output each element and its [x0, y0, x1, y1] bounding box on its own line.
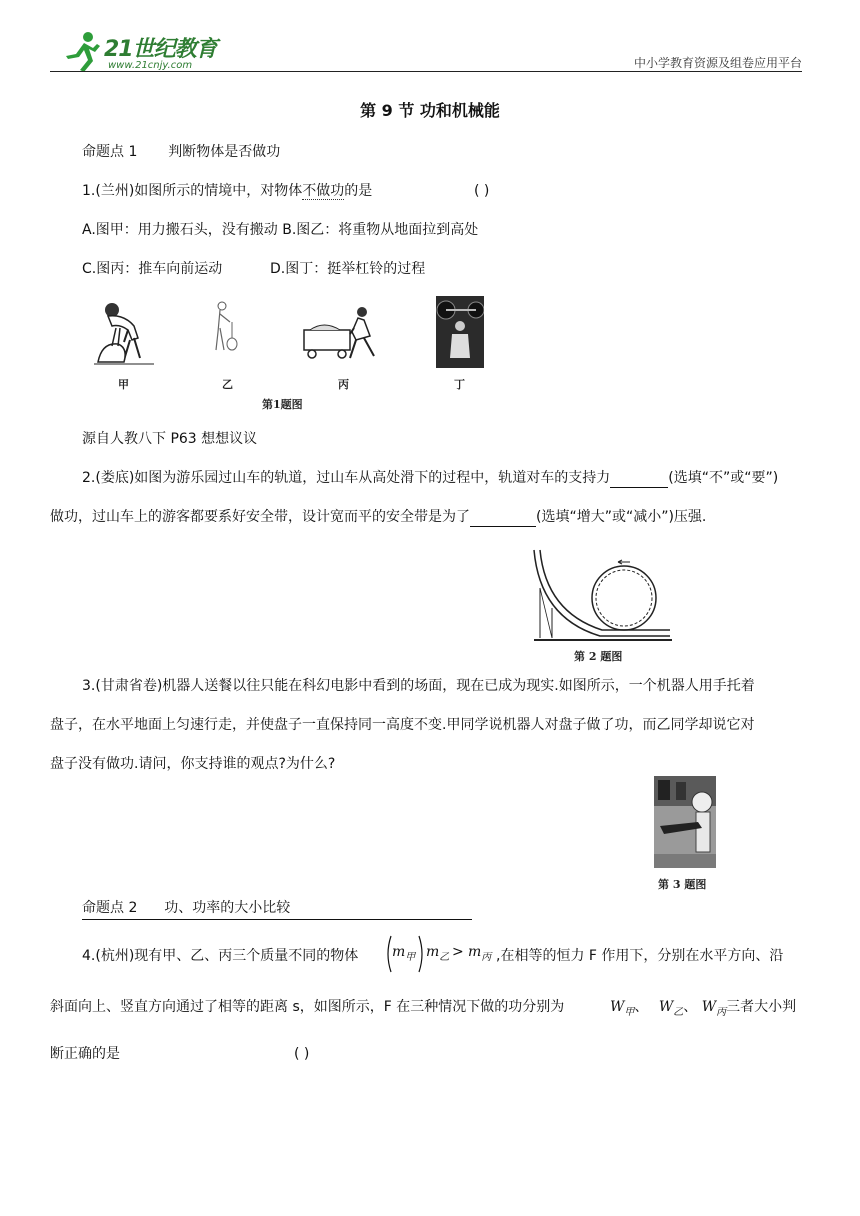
q4-greater-than: > [452, 944, 464, 960]
q4-sep-2: 、 [683, 999, 698, 1015]
page-title: 第 9 节 功和机械能 [360, 101, 500, 120]
q1-emphasis: 不做功 [302, 183, 345, 199]
q2-line-2 [50, 507, 706, 527]
section-1-text: 判断物体是否做功 [168, 144, 281, 160]
person-pushing-cart-illustration [300, 306, 386, 362]
q2-figure-caption: 第 2 题图 [574, 650, 623, 663]
q4-line-3: 断正确的是 [50, 1046, 120, 1062]
q4-m-jia: $m_甲$ [392, 944, 416, 963]
q3-line-3: 盘子没有做功.请问，你支持谁的观点?为什么? [50, 756, 336, 772]
left-paren-icon [384, 934, 392, 974]
section-2-text: 功、功率的大小比较 [164, 900, 291, 916]
q1-stem [82, 181, 372, 201]
q2-line-1-text: 2.(娄底)如图为游乐园过山车的轨道，过山车从高处滑下的过程中，轨道对车的支持力 [82, 470, 611, 486]
q2-line-1 [82, 468, 778, 488]
q4-sep-1: 、 [634, 999, 649, 1015]
q3-figure [654, 776, 720, 892]
q2-line-2-text: 做功，过山车上的游客都要系好安全带，设计宽而平的安全带是为了 [50, 509, 470, 525]
q4-line-2 [50, 997, 564, 1017]
q3-line-2: 盘子，在水平地面上匀速行走，并使盘子一直保持同一高度不变.甲同学说机器人对盘子做了功，而乙同学却说它对 [50, 717, 755, 733]
q1-stem-part-a: 1.(兰州)如图所示的情境中，对物体 [82, 183, 303, 199]
section-1-heading [82, 142, 280, 162]
q4-m-bing: $m_丙$ [468, 944, 492, 963]
q2-blank-1[interactable] [610, 471, 668, 488]
roller-coaster-track-illustration [530, 548, 676, 644]
q1-label-jia: 甲 [118, 378, 129, 391]
q2-line-1-choice: (选填“不”或“要”) [668, 470, 779, 486]
platform-name: 中小学教育资源及组卷应用平台 [633, 56, 802, 70]
q4-w-bing: $W_丙$ [701, 999, 727, 1018]
q4-mass-expression [384, 934, 496, 974]
q1-figure [90, 296, 500, 416]
q4-line-1-text: 4.(杭州)现有甲、乙、丙三个质量不同的物体 [82, 948, 359, 964]
q1-option-c: C.图丙：推车向前运动 [82, 261, 223, 277]
q1-option-b: B.图乙：将重物从地面拉到高处 [282, 222, 479, 238]
q1-option-d: D.图丁：挺举杠铃的过程 [270, 261, 426, 277]
section-2-label: 命题点 2 [82, 900, 138, 916]
header-logo [62, 30, 232, 74]
person-pulling-weight-illustration [208, 298, 244, 358]
q4-w-yi: $W_乙$ [658, 999, 684, 1018]
q2-line-2-choice: (选填“增大”或“减小”)压强. [536, 509, 707, 525]
q3-line-1: 3.(甘肃省卷)机器人送餐以往只能在科幻电影中看到的场面，现在已成为现实.如图所示，一个机器人用手托着 [82, 678, 755, 694]
q4-work-symbols [610, 997, 796, 1023]
q4-line-2-rest: 三者大小判 [726, 999, 797, 1015]
logo-url-text: www.21cnjy.com [108, 60, 193, 71]
q1-answer-paren: ( ) [474, 183, 490, 199]
q2-figure [530, 548, 676, 666]
q1-options-ab [82, 220, 478, 240]
source-note: 源自人教八下 P63 想想议议 [82, 431, 258, 447]
right-paren-icon [418, 934, 426, 974]
q1-label-bing: 丙 [338, 378, 349, 391]
header-rule [50, 71, 802, 72]
section-1-label: 命题点 1 [82, 144, 138, 160]
q2-blank-2[interactable] [470, 510, 536, 527]
q4-line-1 [82, 946, 358, 966]
q4-line-2-text: 斜面向上、竖直方向通过了相等的距离 s，如图所示，F 在三种情况下做的功分别为 [50, 999, 565, 1015]
q1-label-yi: 乙 [222, 378, 233, 391]
q1-stem-part-c: 的是 [344, 183, 373, 199]
q3-figure-caption: 第 3 题图 [658, 878, 707, 891]
person-lifting-rock-illustration [94, 298, 154, 366]
weightlifter-photo-illustration [436, 296, 484, 368]
section-2-heading [82, 898, 472, 920]
q4-answer-paren: ( ) [294, 1046, 310, 1062]
q4-w-jia: $W_甲$ [610, 999, 635, 1018]
serving-robot-photo-illustration [654, 776, 716, 868]
q1-figure-caption: 第1题图 [262, 398, 303, 411]
runner-logo-icon [62, 30, 102, 74]
q4-m-yi: $m_乙$ [426, 944, 450, 963]
q1-label-ding: 丁 [454, 378, 465, 391]
logo-main-text: 21世纪教育 [104, 37, 217, 62]
q1-option-a: A.图甲：用力搬石头，没有搬动 [82, 222, 278, 238]
q4-line-1-rest: ,在相等的恒力 F 作用下，分别在水平方向、沿 [496, 948, 784, 964]
